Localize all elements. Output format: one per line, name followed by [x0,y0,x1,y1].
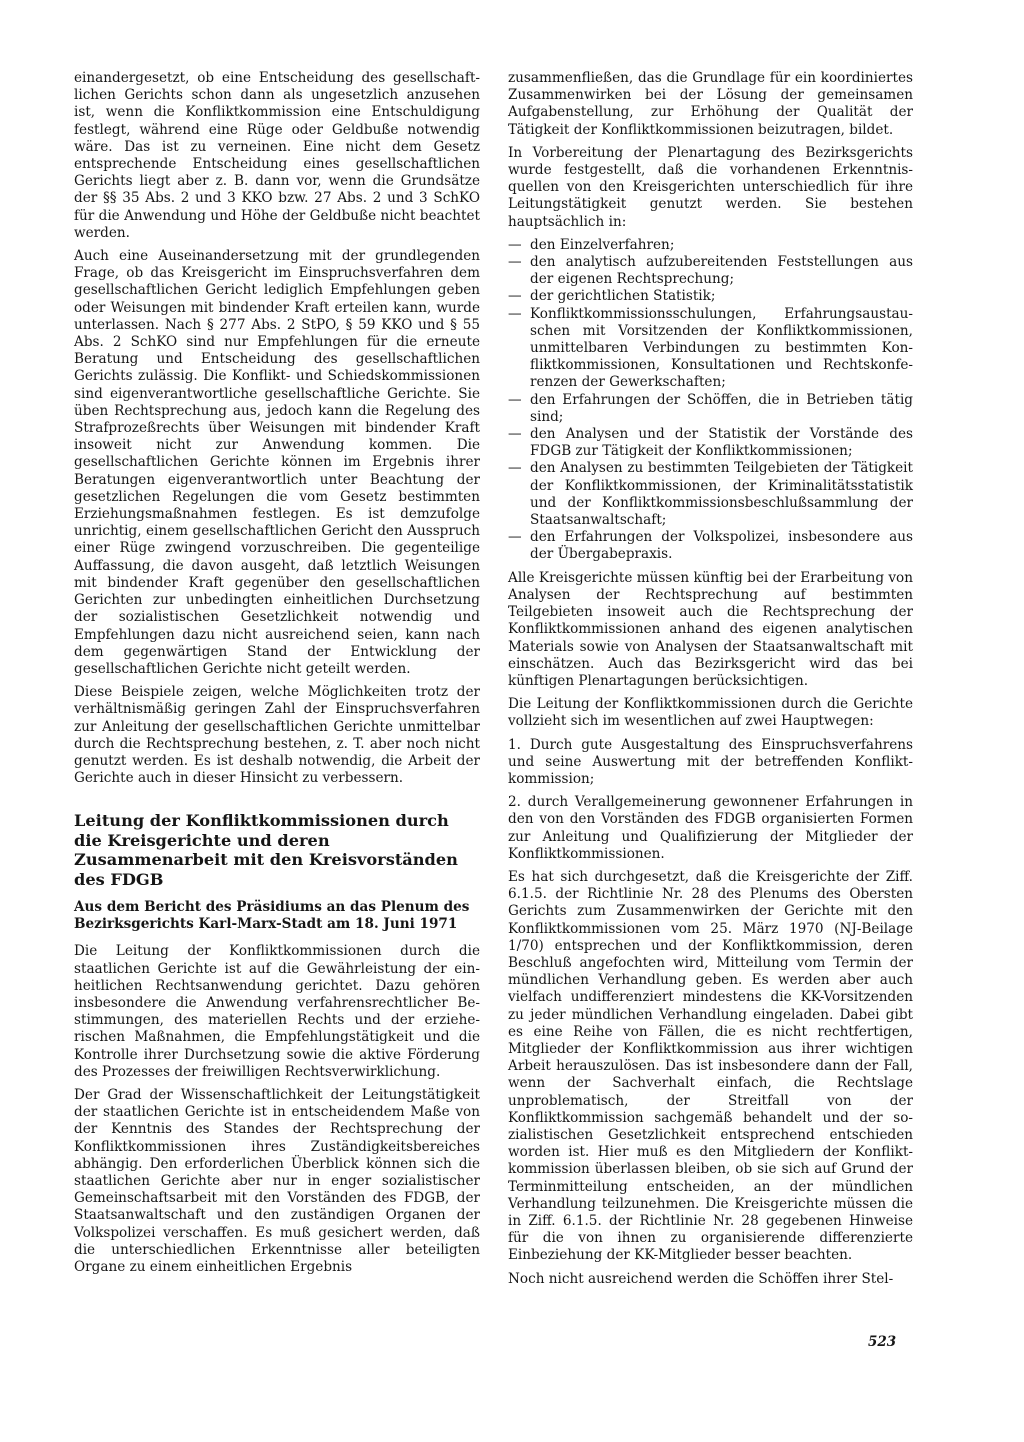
list-item: — den Einzelverfahren; [508,237,913,254]
list-item: — Konfliktkommissionsschulungen, Erfahrungsaustauschen mit Vorsitzenden der Konfliktkommissionen, unmittelbaren Verbindungen zu bestimmten Konfliktkommissionen, Konsultationen und Rechtskonferenzen der Gewerkschaften; [508,306,913,392]
list-item: — den Erfahrungen der Schöffen, die in Betrieben tätig sind; [508,392,913,426]
numbered-item: 2. durch Verallgemeinerung gewonnener Erfahrungen in den von den Vorständen des FDGB organisierten Formen zur Anleitung und Qualifizierung der Mitglieder der Konfliktkommissionen. [508,794,913,862]
list-item: — den Erfahrungen der Volkspolizei, insbesondere aus der Übergabepraxis. [508,529,913,563]
list-item: — den Analysen und der Statistik der Vorstände des FDGB zur Tätigkeit der Konfliktkommissionen; [508,426,913,460]
list-item: — den analytisch aufzubereitenden Feststellungen aus der eigenen Rechtsprechung; [508,254,913,288]
numbered-list [508,737,913,863]
list-item: — den Analysen zu bestimmten Teilgebieten der Tätigkeit der Konfliktkommissionen, der Kriminalitätsstatistik und der Konfliktkommissionsbeschlußsammlung der Staatsanwaltschaft; [508,460,913,529]
body-paragraph: Der Grad der Wissenschaftlichkeit der Leitungstätigkeit der staatlichen Gerichte ist in entscheidendem Maße von der Kenntnis des Standes der Rechtsprechung der Konfliktkommissionen ihres Zuständigkeitsbereiches abhängig. Den erforderlichen Überblick können sich die staatlichen Gerichte aber nur in enger sozialistischer Gemeinschaftsarbeit mit den Vorständen des FDGB, der Staatsanwaltschaft und den zuständigen Organen der Volkspolizei verschaffen. Es muß gesichert werden, daß die unterschiedlichen Erkenntnisse aller beteiligten Organe zu einem einheitlichen Ergebnis [74,1086,480,1275]
body-paragraph: In Vorbereitung der Plenartagung des Bezirksgerichts wurde festgestellt, daß die vorhandenen Erkenntnisquellen von den Kreisgerichten unterschiedlich für ihre Leitungstätigkeit genutzt werden. Sie bestehen hauptsächlich in: [508,144,913,230]
numbered-item: 1. Durch gute Ausgestaltung des Einspruchsverfahrens und seine Auswertung mit der betreffenden Konfliktkommission; [508,736,913,787]
left-column [74,70,480,1282]
body-paragraph: Noch nicht ausreichend werden die Schöffen ihrer Stel- [508,1270,894,1287]
section-subtitle: Aus dem Bericht des Präsidiums an das Plenum des Bezirksgerichts Karl-Marx-Stadt am 18. Juni 1971 [74,899,470,933]
page-number: 523 [868,1334,897,1350]
body-paragraph: Die Leitung der Konfliktkommissionen durch die Gerichte vollzieht sich im wesentlichen auf zwei Hauptwegen: [508,696,913,730]
body-paragraph: einandergesetzt, ob eine Entscheidung des gesellschaftlichen Gerichts schon dann als ungesetzlich anzusehen ist, wenn die Konfliktkommission eine Entschuldigung festlegt, während eine Rüge oder Geldbuße notwendig wäre. Das ist zu verneinen. Eine nicht dem Gesetz entsprechende Entscheidung eines gesellschaftlichen Gerichts liegt aber z. B. dann vor, wenn die Grundsätze der §§ 35 Abs. 2 und 3 KKO bzw. 27 Abs. 2 und 3 SchKO für die Anwendung und Höhe der Geldbuße nicht beachtet werden. [74,70,480,241]
body-paragraph: Auch eine Auseinandersetzung mit der grundlegenden Frage, ob das Kreisgericht im Einspruchsverfahren dem gesellschaftlichen Gericht lediglich Empfehlungen geben oder Weisungen mit bindender Kraft erteilen kann, wurde unterlassen. Nach § 277 Abs. 2 StPO, § 59 KKO und § 55 Abs. 2 SchKO sind nur Empfehlungen für die erneute Beratung und Entscheidung des gesellschaftlichen Gerichts zulässig. Die Konflikt- und Schiedskommissionen sind eigenverantwortliche gesellschaftliche Gerichte. Sie üben Rechtsprechung aus, jedoch kann die Regelung des Strafprozeßrechts über Weisungen mit bindender Kraft insoweit nicht zur Anwendung kommen. Die gesellschaftlichen Gerichte können im Ergebnis ihrer Beratungen eigenverantwortlich unter Beachtung der gesetzlichen Regelungen die vom Gesetz bestimmten Erziehungsmaßnahmen festlegen. Es ist demzufolge unrichtig, einem gesellschaftlichen Gericht den Ausspruch einer Rüge zwingend vorzuschreiben. Die gegenteilige Auffassung, die davon ausgeht, daß letztlich Weisungen mit bindender Kraft gegenüber den gesellschaftlichen Gerichten zur unbedingten einheitlichen Durchsetzung der sozialistischen Gesetzlichkeit notwendig und Empfehlungen dazu nicht ausreichend seien, kann nach dem gegenwärtigen Stand der Entwicklung der gesellschaftlichen Gerichte nicht geteilt werden. [74,248,480,677]
body-paragraph: Es hat sich durchgesetzt, daß die Kreisgerichte der Ziff. 6.1.5. der Richtlinie Nr. 28 des Plenums des Obersten Gerichts zum Zusammenwirken der Gerichte mit den Konfliktkommissionen vom 25. März 1970 (NJ-Beilage 1/70) entsprechen und der Konfliktkommission, deren Beschluß angefochten wird, Mitteilung vom Termin der mündlichen Verhandlung geben. Es werden aber auch vielfach undifferenziert mindestens die KK-Vorsitzenden zu jeder mündlichen Verhandlung eingeladen. Dabei gibt es eine Reihe von Fällen, die es nicht rechtfertigen, Mitglieder der Konfliktkommission aus ihrer wichtigen Arbeit herauszulösen. Das ist insbesondere dann der Fall, wenn der Sachverhalt einfach, die Rechtslage unproblematisch, der Streitfall von der Konfliktkommission sachgemäß behandelt und der sozialistischen Gesetzlichkeit entsprechend entschieden worden ist. Hier muß es den Mitgliedern der Konfliktkommission überlassen bleiben, ob sie sich auf Grund der Terminmitteilung entscheiden, an der mündlichen Verhandlung teilzunehmen. Die Kreisgerichte müssen die in Ziff. 6.1.5. der Richtlinie Nr. 28 gegebenen Hinweise für die von ihnen zu organisierende differenzierte Einbeziehung der KK-Mitglieder besser beachten. [508,868,913,1264]
list-item: — der gerichtlichen Statistik; [508,288,913,305]
body-paragraph: zusammenfließen, das die Grundlage für ein koordiniertes Zusammenwirken bei der Lösung der gemeinsamen Aufgabenstellung, zur Erhöhung der Qualität der Tätigkeit der Konfliktkommissionen beizutragen, bildet. [508,70,913,138]
body-paragraph: Diese Beispiele zeigen, welche Möglichkeiten trotz der verhältnismäßig geringen Zahl der Einspruchsverfahren zur Anleitung der gesellschaftlichen Gerichte unmittelbar durch die Rechtsprechung bestehen, z. T. aber noch nicht genutzt werden. Es ist deshalb notwendig, die Arbeit der Gerichte auch in dieser Hinsicht zu verbessern. [74,684,480,787]
section-title: Leitung der Konfliktkommissionen durch die Kreisgerichte und deren Zusammenarbeit mit den Kreisvorständen des FDGB [74,811,458,889]
source-list [508,237,913,564]
body-paragraph: Alle Kreisgerichte müssen künftig bei der Erarbeitung von Analysen der Rechtsprechung auf bestimmten Teilgebieten insoweit auch die Rechtsprechung der Konfliktkommissionen anhand des eigenen analytischen Materials sowie von Analysen der Staatsanwaltschaft mit einschätzen. Auch das Bezirksgericht wird das bei künftigen Plenartagungen berücksichtigen. [508,569,913,689]
right-column [508,70,913,1294]
body-paragraph: Die Leitung der Konfliktkommissionen durch die staatlichen Gerichte ist auf die Gewährleistung der einheitlichen Rechtsanwendung gerichtet. Dazu gehören insbesondere die Anwendung verfahrensrechtlicher Bestimmungen, des materiellen Rechts und der erzieherischen Maßnahmen, die Empfehlungstätigkeit und die Kontrolle ihrer Durchsetzung sowie die aktive Förderung des Prozesses der freiwilligen Rechtsverwirklichung. [74,943,480,1080]
